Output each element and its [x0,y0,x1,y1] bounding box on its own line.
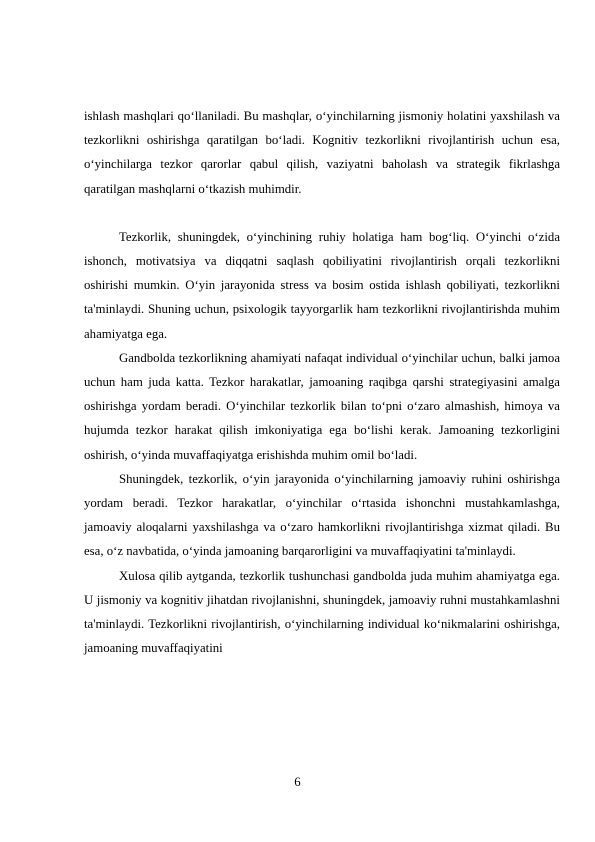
paragraph-2: Tezkorlik, shuningdek, o‘yinchining ruhiy holatiga ham bog‘liq. O‘yinchi o‘zida ishonch, motivatsiya va diqqatni saqlash qobiliyatini rivojlantirish orqali tezkorlikni oshirishi mumkin. O‘yin jarayonida stress va bosim ostida ishlash qobiliyati, tezkorlikni ta'minlaydi. Shuning uchun, psixologik tayyorgarlik ham tezkorlikni rivojlantirishda muhim ahamiyatga ega. [84,229,560,341]
paragraph-3: Gandbolda tezkorlikning ahamiyati nafaqat individual o‘yinchilar uchun, balki jamoa uchun ham juda katta. Tezkor harakatlar, jamoaning raqibga qarshi strategiyasini amalga oshirishga yordam beradi. O‘yinchilar tezkorlik bilan to‘pni o‘zaro almashish, himoya va hujumda tezkor harakat qilish imkoniyatiga ega bo‘lishi kerak. Jamoaning tezkorligini oshirish, o‘yinda muvaffaqiyatga erishishda muhim omil bo‘ladi. [84,350,560,462]
paragraph-1: ishlash mashqlari qo‘llaniladi. Bu mashqlar, o‘yinchilarning jismoniy holatini yaxshilash va tezkorlikni oshirishga qaratilgan bo‘ladi. Kognitiv tezkorlikni rivojlantirish uchun esa, o‘yinchilarga tezkor qarorlar qabul qilish, vaziyatni baholash va strategik fikrlashga qaratilgan mashqlarni o‘tkazish muhimdir. [84,109,560,196]
paragraph-4: Shuningdek, tezkorlik, o‘yin jarayonida o‘yinchilarning jamoaviy ruhini oshirishga yordam beradi. Tezkor harakatlar, o‘yinchilar o‘rtasida ishonchni mustahkamlashga, jamoaviy aloqalarni yaxshilashga va o‘zaro hamkorlikni rivojlantirishga xizmat qiladi. Bu esa, o‘z navbatida, o‘yinda jamoaning barqarorligini va muvaffaqiyatini ta'minlaydi. [84,471,560,559]
body-text [84,104,560,660]
page-number: 6 [294,775,301,789]
paragraph-5: Xulosa qilib aytganda, tezkorlik tushunchasi gandbolda juda muhim ahamiyatga ega. U jismoniy va kognitiv jihatdan rivojlanishni, shuningdek, jamoaviy ruhni mustahkamlashni ta'minlaydi. Tezkorlikni rivojlantirish, o‘yinchilarning individual ko‘nikmalarini oshirishga, jamoaning muvaffaqiyatini [84,568,560,656]
